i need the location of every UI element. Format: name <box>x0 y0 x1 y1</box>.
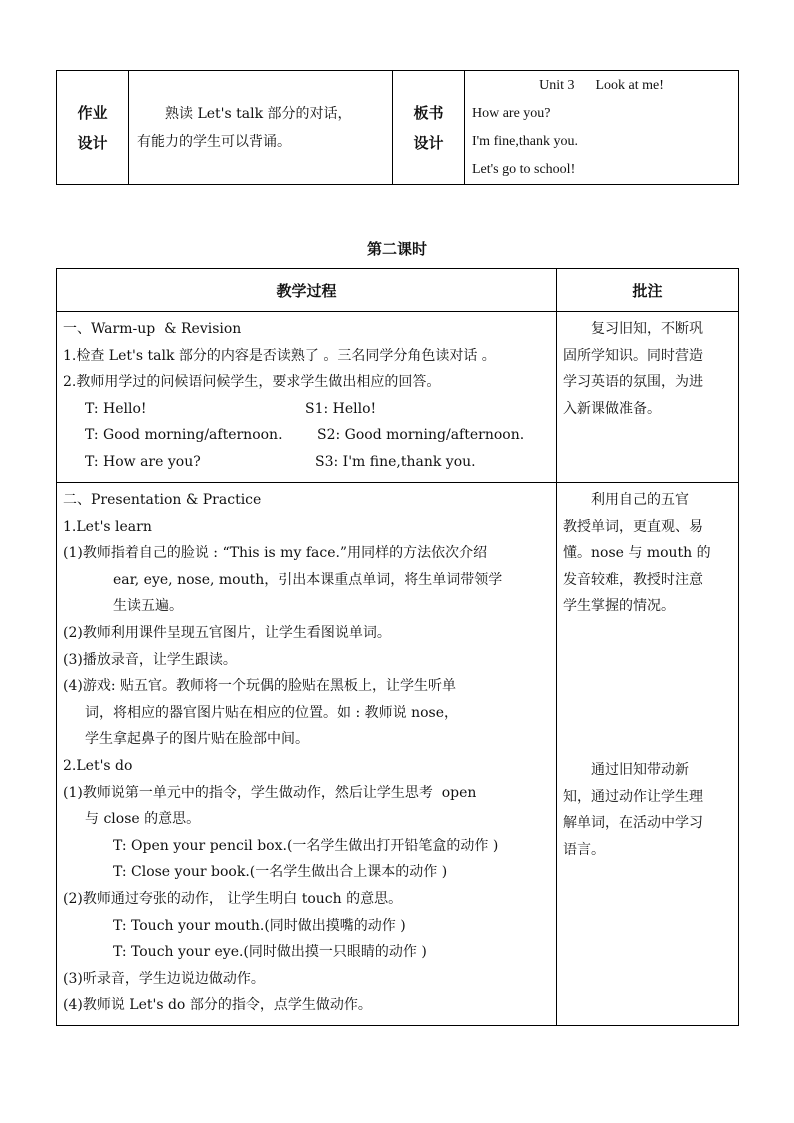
do-line: (3)听录音，学生边说边做动作。 <box>63 970 265 987</box>
header-notes: 批注 <box>557 269 739 312</box>
board-line: Let's go to school! <box>472 161 576 177</box>
section-title: 第二课时 <box>366 240 427 258</box>
dialogue-line: T: Good morning/afternoon. S2: Good morning/afternoon. <box>85 427 525 444</box>
board-label: 板书 设计 <box>393 71 465 185</box>
do-line: (2)教师通过夸张的动作， 让学生明白 touch 的意思。 <box>63 890 403 907</box>
learn-step: ear, eye, nose, mouth，引出本课重点单词，将生单词带领学 <box>113 571 503 588</box>
presentation-title: 二、Presentation & Practice <box>63 492 262 508</box>
presentation-note-1: 利用自己的五官 教授单词，更直观、易 懂。nose 与 mouth 的 发音较难，教授时注意 学生掌握的情况。 <box>563 492 711 615</box>
learn-step: 学生拿起鼻子的图片贴在脸部中间。 <box>85 731 309 748</box>
do-line: (1)教师说第一单元中的指令，学生做动作，然后让学生思考 open <box>63 784 477 801</box>
warmup-cell <box>57 312 557 483</box>
do-line: T: Touch your eye.(同时做出摸一只眼睛的动作 ) <box>113 944 427 961</box>
lesson-table <box>56 268 739 1026</box>
learn-step: (1)教师指着自己的脸说 : “This is my face.”用同样的方法依次介绍 <box>63 545 488 562</box>
homework-text: 熟读 Let's talk 部分的对话， 有能力的学生可以背诵。 <box>129 71 393 185</box>
warmup-note: 复习旧知，不断巩 固所学知识。同时营造 学习英语的氛围，为进 入新课做准备。 <box>557 312 739 483</box>
learn-step: 词，将相应的器官图片贴在相应的位置。如 : 教师说 nose， <box>85 704 458 721</box>
warmup-title: 一、Warm-up & Revision <box>63 321 242 337</box>
presentation-cell <box>57 483 557 1026</box>
warmup-line: 2.教师用学过的问候语问候学生，要求学生做出相应的回答。 <box>63 374 441 391</box>
do-line: T: Open your pencil box.(一名学生做出打开铅笔盒的动作 ) <box>113 837 499 854</box>
do-line: T: Close your book.(一名学生做出合上课本的动作 ) <box>113 864 448 881</box>
learn-step: (4)游戏: 贴五官。教师将一个玩偶的脸贴在黑板上，让学生听单 <box>63 678 456 695</box>
learn-title: 1.Let's learn <box>63 518 152 535</box>
warmup-line: 1.检查 Let's talk 部分的内容是否读熟了 。三名同学分角色读对话 。 <box>63 347 496 364</box>
presentation-note-2: 通过旧知带动新 知，通过动作让学生理 解单词，在活动中学习 语言。 <box>563 761 703 858</box>
do-line: T: Touch your mouth.(同时做出摸嘴的动作 ) <box>113 917 406 934</box>
learn-step: (3)播放录音，让学生跟读。 <box>63 651 237 668</box>
do-line: 与 close 的意思。 <box>85 811 201 828</box>
board-line: I'm fine,thank you. <box>472 133 578 149</box>
do-title: 2.Let's do <box>63 757 133 774</box>
board-line: How are you? <box>472 105 551 121</box>
presentation-notes <box>557 483 739 1026</box>
learn-step: (2)教师利用课件呈现五官图片，让学生看图说单词。 <box>63 624 391 641</box>
do-line: (4)教师说 Let's do 部分的指令，点学生做动作。 <box>63 997 372 1014</box>
dialogue-line: T: Hello! S1: Hello! <box>85 400 377 417</box>
homework-label: 作业 设计 <box>57 71 129 185</box>
board-unit-title: Unit 3 Look at me! <box>539 77 664 93</box>
header-process: 教学过程 <box>57 269 557 312</box>
homework-board-table <box>56 70 739 185</box>
board-content <box>465 71 739 185</box>
learn-step: 生读五遍。 <box>113 598 183 615</box>
dialogue-line: T: How are you? S3: I'm fine,thank you. <box>85 453 476 470</box>
